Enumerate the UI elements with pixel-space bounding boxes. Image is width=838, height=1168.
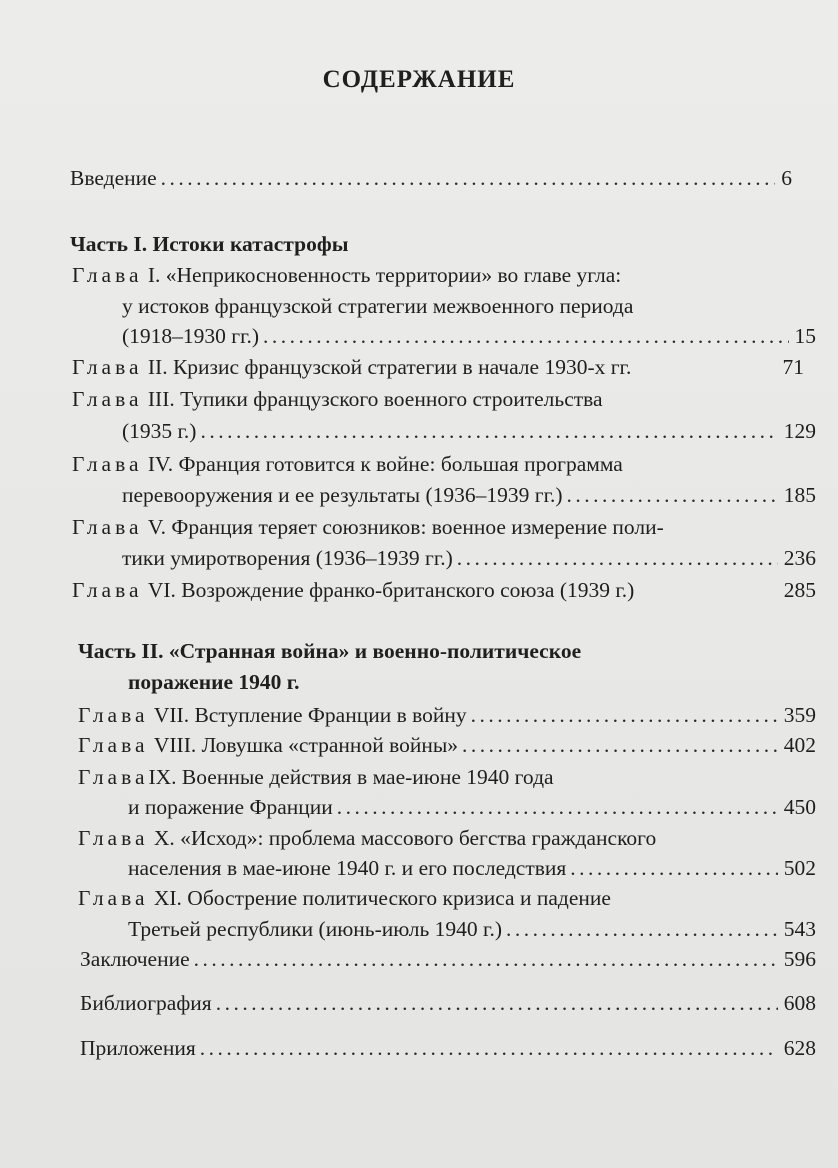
dot-leader [263, 322, 788, 350]
dot-leader [570, 854, 777, 882]
toc-page-number: 15 [794, 324, 816, 348]
chapter-word: Глава [72, 263, 143, 287]
toc-entry-chapter-2 [72, 353, 631, 381]
toc-label: Заключение [80, 947, 190, 971]
part-2-heading-continuation: поражение 1940 г. [128, 670, 300, 694]
dot-leader [567, 481, 778, 509]
chapter-title: I. «Неприкосновенность территории» во главе угла: [142, 263, 622, 287]
toc-page-number: 450 [783, 795, 816, 819]
chapter-title-end: Третьей республики (июнь-июль 1940 г.) [128, 917, 502, 941]
dot-leader [161, 164, 776, 192]
toc-page-number: 236 [783, 546, 816, 570]
dot-leader [462, 731, 778, 759]
chapter-title: IX. Военные действия в мае-июне 1940 года [148, 765, 554, 789]
dot-leader [506, 915, 778, 943]
toc-entry-chapter-8 [78, 731, 816, 759]
toc-label: Введение [70, 166, 157, 190]
chapter-word: Глава [72, 387, 143, 411]
toc-entry-chapter-11 [78, 884, 611, 912]
dot-leader [200, 1034, 778, 1062]
toc-page-number: 71 [782, 355, 804, 379]
toc-page-number: 6 [781, 166, 792, 190]
chapter-word: Глава [72, 355, 143, 379]
toc-entry-chapter-1 [72, 261, 621, 289]
toc-entry-appendices [80, 1034, 816, 1062]
chapter-9-last-line [128, 793, 816, 821]
dot-leader [200, 417, 777, 445]
toc-page-number: 502 [783, 856, 816, 880]
toc-page-number: 285 [783, 578, 816, 602]
toc-entry-chapter-4 [72, 450, 623, 478]
chapter-title: VII. Вступление Франции в войну [148, 703, 467, 727]
dot-leader [457, 544, 778, 572]
dot-leader [471, 701, 778, 729]
toc-entry-introduction [70, 164, 792, 192]
chapter-word: Глава [78, 886, 149, 910]
toc-entry-chapter-3 [72, 385, 603, 413]
dot-leader [216, 989, 778, 1017]
toc-entry-chapter-9 [78, 763, 554, 791]
chapter-title-end: (1935 г.) [122, 419, 197, 443]
chapter-word: Глава [78, 765, 149, 789]
chapter-11-last-line [128, 915, 816, 943]
chapter-word: Глава [78, 826, 149, 850]
dot-leader [337, 793, 778, 821]
toc-page-number: 402 [783, 733, 816, 757]
part-2-heading: Часть II. «Странная война» и военно-политическое [78, 639, 582, 663]
chapter-word: Глава [72, 452, 143, 476]
chapter-title: IV. Франция готовится к войне: большая программа [142, 452, 623, 476]
dot-leader [194, 945, 778, 973]
chapter-title: XI. Обострение политического кризиса и падение [148, 886, 611, 910]
part-1-heading: Часть I. Истоки катастрофы [70, 232, 349, 256]
toc-page-number: 129 [783, 419, 816, 443]
chapter-title-end: населения в мае-июне 1940 г. и его последствия [128, 856, 567, 880]
page-title: СОДЕРЖАНИЕ [322, 66, 516, 93]
chapter-1-continuation: у истоков французской стратегии межвоенного периода [122, 294, 634, 318]
toc-page-number: 628 [783, 1036, 816, 1060]
chapter-title: II. Кризис французской стратегии в начале 1930-х гг. [142, 355, 632, 379]
toc-entry-conclusion [80, 945, 816, 973]
chapter-1-last-line [122, 322, 816, 350]
chapter-title: VIII. Ловушка «странной войны» [148, 733, 459, 757]
toc-entry-chapter-7 [78, 701, 816, 729]
chapter-word: Глава [78, 703, 149, 727]
chapter-title: III. Тупики французского военного строительства [142, 387, 603, 411]
chapter-10-last-line [128, 854, 816, 882]
toc-page-number: 596 [783, 947, 816, 971]
chapter-word: Глава [72, 578, 143, 602]
chapter-4-last-line [122, 481, 816, 509]
toc-entry-chapter-5 [72, 513, 664, 541]
toc-entry-chapter-6 [72, 576, 634, 604]
chapter-title-end: (1918–1930 гг.) [122, 324, 260, 348]
toc-page-number: 185 [783, 483, 816, 507]
chapter-title-end: и поражение Франции [128, 795, 333, 819]
chapter-3-last-line [122, 417, 816, 445]
chapter-word: Глава [78, 733, 149, 757]
toc-entry-bibliography [80, 989, 816, 1017]
toc-entry-chapter-10 [78, 824, 656, 852]
chapter-5-last-line [122, 544, 816, 572]
toc-page-number: 608 [783, 991, 816, 1015]
toc-page-number: 359 [783, 703, 816, 727]
toc-page-number: 543 [783, 917, 816, 941]
toc-label: Библиография [80, 991, 212, 1015]
chapter-title: V. Франция теряет союзников: военное измерение поли- [142, 515, 664, 539]
chapter-title-end: тики умиротворения (1936–1939 гг.) [122, 546, 453, 570]
chapter-word: Глава [72, 515, 143, 539]
chapter-title: VI. Возрождение франко-британского союза (1939 г.) [142, 578, 635, 602]
chapter-title-end: перевооружения и ее результаты (1936–1939 гг.) [122, 483, 563, 507]
chapter-title: X. «Исход»: проблема массового бегства гражданского [148, 826, 657, 850]
toc-label: Приложения [80, 1036, 196, 1060]
